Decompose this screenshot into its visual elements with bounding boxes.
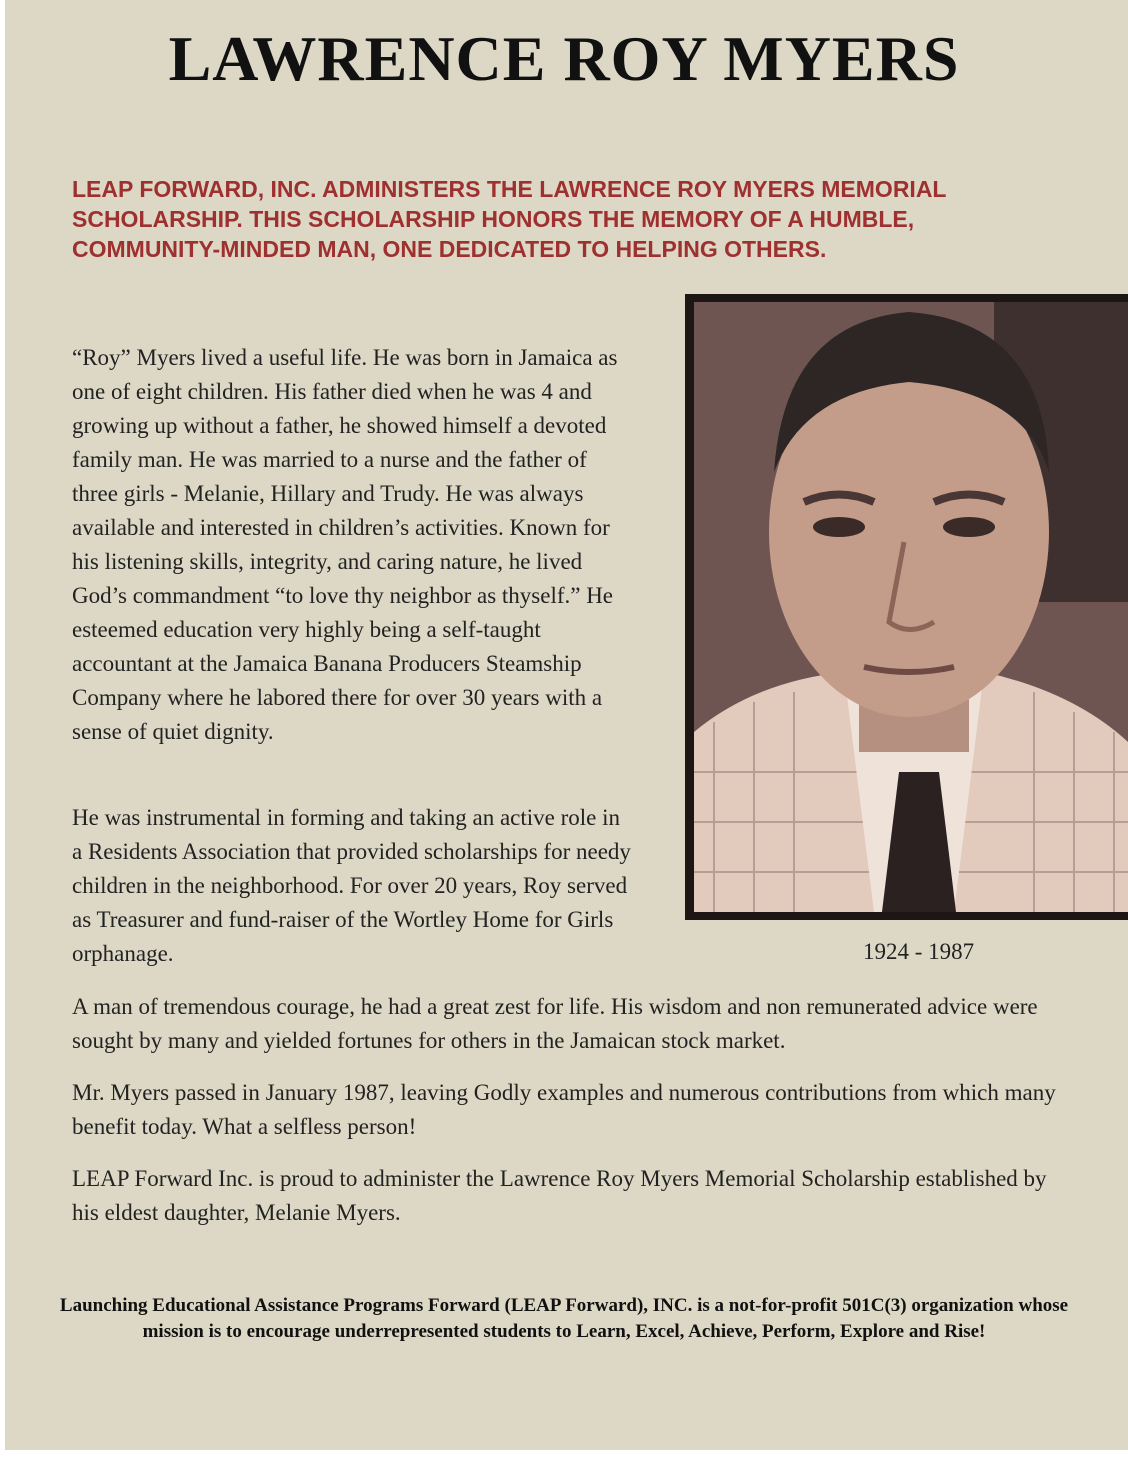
biography-paragraph-3: A man of tremendous courage, he had a great zest for life. His wisdom and non remunerated advice were sought by many and yielded fortunes for others in the Jamaican stock market.: [72, 994, 1038, 1053]
intro-statement: LEAP FORWARD, INC. ADMINISTERS THE LAWRENCE ROY MYERS MEMORIAL SCHOLARSHIP. THIS SCHOLARSHIP HONORS THE MEMORY OF A HUMBLE, COMMUNITY-MINDED MAN, ONE DEDICATED TO HELPING OTHERS.: [72, 176, 947, 262]
portrait-photo: [694, 302, 1128, 912]
portrait-photo-frame: [685, 294, 1128, 920]
biography-paragraph-4: Mr. Myers passed in January 1987, leaving Godly examples and numerous contributions from which many benefit today. What a selfless person!: [72, 1080, 1056, 1139]
biography-paragraph-5: LEAP Forward Inc. is proud to administer the Lawrence Roy Myers Memorial Scholarship established by his eldest daughter, Melanie Myers.: [72, 1166, 1047, 1225]
organization-mission-footer: Launching Educational Assistance Programs Forward (LEAP Forward), INC. is a not-for-profit 501C(3) organization whose mission is to encourage underrepresented students to Learn, Excel, Achieve, Perform, Explore and Rise!: [59, 1295, 1069, 1342]
portrait-caption-years: 1924 - 1987: [863, 939, 975, 964]
portrait-illustration: [694, 302, 1128, 912]
biography-paragraph-2: He was instrumental in forming and taking an active role in a Residents Association that provided scholarships for needy children in the neighborhood. For over 20 years, Roy served as Treasurer and fund-raiser of the Wortley Home for Girls orphanage.: [72, 805, 631, 966]
biography-paragraph-1: “Roy” Myers lived a useful life. He was born in Jamaica as one of eight children. His father died when he was 4 and growing up without a father, he showed himself a devoted family man. He was married to a nurse and the father of three girls - Melanie, Hillary and Trudy. He was always available and interested in children’s activities. Known for his listening skills, integrity, and caring nature, he lived God’s commandment “to love thy neighbor as thyself.” He esteemed education very highly being a self-taught accountant at the Jamaica Banana Producers Steamship Company where he labored there for over 30 years with a sense of quiet dignity.: [72, 345, 618, 744]
page-title: LAWRENCE ROY MYERS: [168, 23, 960, 94]
